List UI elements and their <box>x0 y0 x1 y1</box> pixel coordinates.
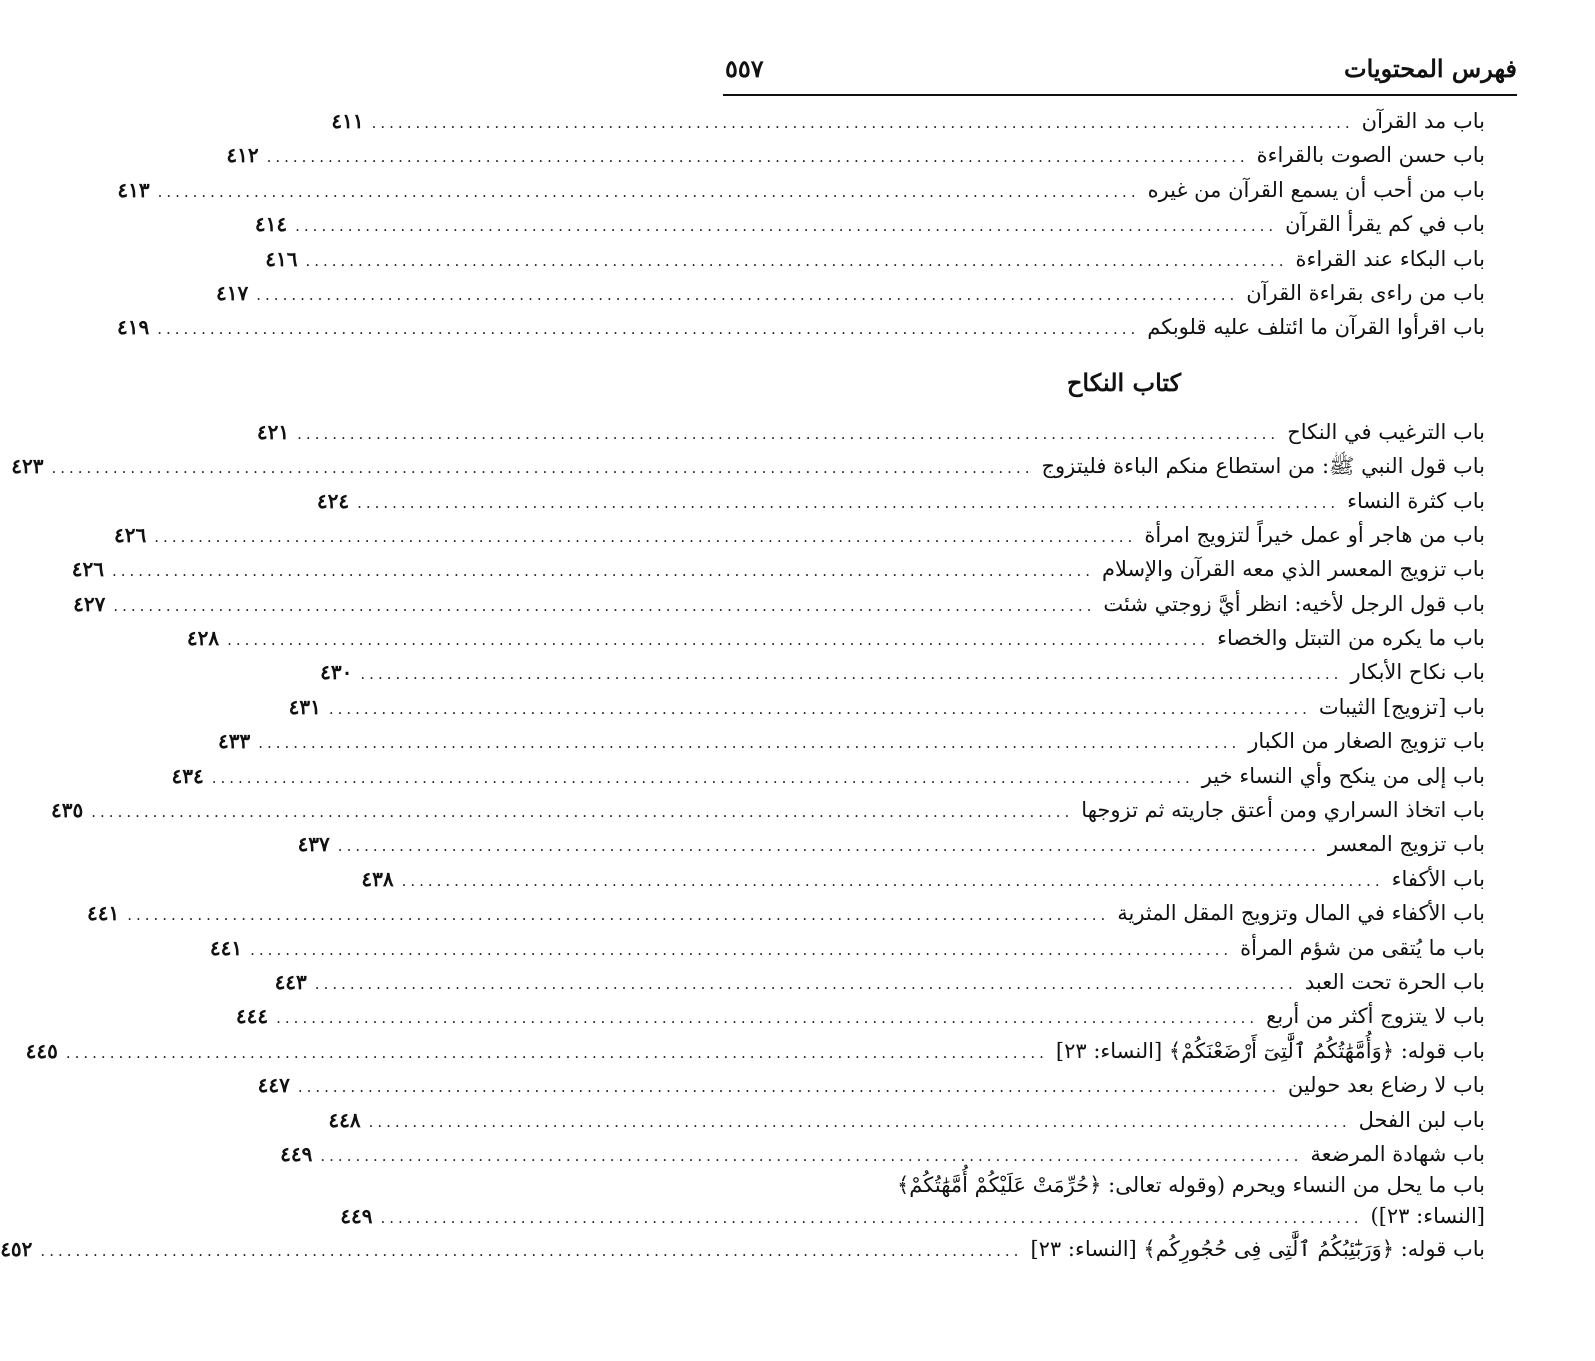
toc-entry-title: باب قول الرجل لأخيه: انظر أيَّ زوجتي شئت <box>1103 591 1485 616</box>
dot-leader: ................................................................................................................ <box>357 493 1340 512</box>
toc-entry-page: ٤٢٨ <box>186 626 220 651</box>
toc-entry-page: ٤٣٣ <box>217 729 251 754</box>
toc-entry-title: باب من هاجر أو عمل خيراً لتزويج امرأة <box>1144 522 1485 547</box>
toc-entry-title: باب تزويج الصغار من الكبار <box>1248 729 1485 754</box>
header-page-number: ٥٥٧ <box>725 54 764 83</box>
dot-leader: ................................................................................................................ <box>380 1209 1363 1228</box>
toc-row <box>274 965 1485 999</box>
toc-entry-page: ٤٤٤ <box>235 1004 269 1029</box>
toc-entry-page: ٤٢٧ <box>73 591 106 616</box>
table-of-contents <box>0 104 1485 1267</box>
toc-entry-title: باب تزويج المعسر <box>1327 832 1485 857</box>
toc-row <box>316 484 1485 518</box>
toc-entry-page: ٤١٩ <box>117 315 150 340</box>
toc-entry-title: باب تزويج المعسر الذي معه القرآن والإسلام <box>1102 557 1485 582</box>
toc-row <box>11 449 1485 483</box>
toc-entry-title: باب إلى من ينكح وأي النساء خير <box>1201 763 1485 788</box>
dot-leader: ................................................................................................................ <box>295 217 1278 236</box>
dot-leader: ................................................................................................................ <box>360 665 1343 684</box>
toc-entry-page: ٤٣٨ <box>361 866 394 891</box>
toc-row <box>71 552 1485 586</box>
toc-row <box>216 276 1485 310</box>
toc-row <box>117 173 1485 207</box>
toc-row <box>280 1137 1485 1171</box>
dot-leader: ................................................................................................................ <box>371 114 1354 132</box>
dot-leader: ................................................................................................................ <box>51 459 1034 478</box>
toc-entry-page: ٤١٦ <box>265 246 298 271</box>
dot-leader: ................................................................................................................ <box>297 424 1280 443</box>
toc-entry-title: باب من أحب أن يسمع القرآن من غيره <box>1147 177 1485 202</box>
dot-leader: ................................................................................................................ <box>368 1112 1351 1131</box>
toc-entry-title: باب البكاء عند القراءة <box>1295 246 1485 271</box>
toc-entry-page: ٤٤٥ <box>25 1038 58 1063</box>
toc-row <box>288 690 1485 724</box>
toc-entry-page: ٤٤٣ <box>274 969 307 994</box>
toc-entry-page: ٤٣٠ <box>320 660 353 685</box>
toc-entry-page: ٤٤٧ <box>257 1073 290 1098</box>
toc-row <box>51 793 1485 827</box>
toc-row <box>320 655 1485 689</box>
toc-entry-page: ٤٤٨ <box>328 1107 361 1132</box>
toc-entry-title: باب [تزويج] الثيبات <box>1318 694 1485 719</box>
toc-entry-page: ٤١٧ <box>216 280 249 305</box>
dot-leader: ................................................................................................................ <box>401 871 1384 890</box>
toc-entry-page: ٤٣٤ <box>171 763 204 788</box>
dot-leader: ................................................................................................................ <box>40 1242 1023 1261</box>
toc-entry-title: باب اقرأوا القرآن ما ائتلف عليه قلوبكم <box>1147 315 1485 340</box>
toc-row <box>361 862 1485 896</box>
toc-entry-title: باب الترغيب في النكاح <box>1287 419 1485 444</box>
toc-row <box>171 759 1485 793</box>
dot-leader: ................................................................................................................ <box>113 596 1096 615</box>
dot-leader: ................................................................................................................ <box>157 182 1140 201</box>
toc-entry-title: باب ما يُتقى من شؤم المرأة <box>1240 935 1485 960</box>
toc-row <box>265 242 1485 276</box>
dot-leader: ................................................................................................................ <box>314 974 1297 993</box>
toc-entry-title: باب الأكفاء في المال وتزويج المقل المثرية <box>1117 901 1485 926</box>
toc-entry-title: باب حسن الصوت بالقراءة <box>1256 143 1485 168</box>
toc-entry-title: باب اتخاذ السراري ومن أعتق جاريته ثم تزوجها <box>1081 798 1485 823</box>
toc-entry-title: باب ما يكره من التبتل والخصاء <box>1217 626 1485 651</box>
toc-entry-page: ٤٣١ <box>288 694 321 719</box>
toc-entry-title: باب قول النبي ﷺ: من استطاع منكم الباءة فليتزوج <box>1041 454 1485 479</box>
toc-row <box>217 724 1485 758</box>
toc-entry-title: باب الأكفاء <box>1391 866 1485 891</box>
toc-entry-title: باب لبن الفحل <box>1358 1107 1485 1132</box>
dot-leader: ................................................................................................................ <box>157 320 1140 339</box>
dot-leader: ................................................................................................................ <box>111 562 1095 581</box>
toc-entry-title: باب نكاح الأبكار <box>1350 660 1485 685</box>
section-title: كتاب النكاح <box>1066 367 1182 397</box>
toc-entry-page: ٤٤٩ <box>280 1141 313 1166</box>
toc-entry-page: ٤٤٩ <box>340 1204 373 1229</box>
toc-row <box>256 415 1485 449</box>
toc-row <box>257 1068 1485 1102</box>
toc-entry-title: باب مد القرآن <box>1361 109 1485 133</box>
toc-row <box>73 587 1485 621</box>
toc-entry-title: باب الحرة تحت العبد <box>1304 969 1485 994</box>
dot-leader: ................................................................................................................ <box>276 1009 1259 1028</box>
toc-entry-title: باب من راءى بقراءة القرآن <box>1246 280 1485 305</box>
dot-leader: ................................................................................................................ <box>266 148 1249 167</box>
toc-row <box>340 1200 1485 1232</box>
toc-entry-page: ٤١٣ <box>117 177 150 202</box>
toc-entry-title-line1: باب ما يحل من النساء ويحرم (وقوله تعالى: ﴿حُرِّمَتْ عَلَيْكُمْ أُمَّهَٰتُكُمْ﴾ <box>897 1173 1485 1198</box>
dot-leader: ................................................................................................................ <box>154 527 1137 546</box>
toc-row <box>0 1232 1485 1266</box>
page-header <box>725 50 1517 90</box>
toc-entry-title: باب شهادة المرضعة <box>1310 1141 1485 1166</box>
dot-leader: ................................................................................................................ <box>227 631 1210 650</box>
toc-entry-title: باب قوله: ﴿وَرَبَٰٓئِبُكُمُ ٱلَّٰتِى فِى حُجُورِكُم﴾ [النساء: ٢٣] <box>1030 1237 1485 1262</box>
toc-row <box>117 310 1485 344</box>
dot-leader: ................................................................................................................ <box>91 803 1074 822</box>
dot-leader: ................................................................................................................ <box>211 768 1194 787</box>
dot-leader: ................................................................................................................ <box>250 940 1233 959</box>
toc-entry-page: ٤٣٥ <box>51 798 84 823</box>
toc-entry-page: ٤٢١ <box>256 419 290 444</box>
toc-row <box>209 931 1485 965</box>
toc-entry-page: ٤٢٤ <box>316 488 350 513</box>
dot-leader: ................................................................................................................ <box>328 699 1311 718</box>
header-rule <box>723 94 1517 96</box>
toc-row <box>235 999 1485 1033</box>
toc-entry-page: ٤١٤ <box>254 212 288 237</box>
toc-entry-title: باب لا يتزوج أكثر من أربع <box>1266 1004 1485 1029</box>
toc-entry-page: ٤٢٦ <box>114 522 147 547</box>
toc-entry-page: ٤٢٣ <box>11 454 44 479</box>
toc-entry-page: ٤٤١ <box>86 901 120 926</box>
toc-entry-page: ٤٤١ <box>209 935 243 960</box>
dot-leader: ................................................................................................................ <box>305 251 1288 270</box>
toc-entry-page: ٤٣٧ <box>297 832 330 857</box>
toc-row <box>186 621 1485 655</box>
toc-entry-title: باب لا رضاع بعد حولين <box>1287 1073 1485 1098</box>
toc-row <box>25 1034 1485 1068</box>
dot-leader: ................................................................................................................ <box>297 1078 1280 1097</box>
toc-row <box>331 104 1485 138</box>
toc-row <box>114 518 1485 552</box>
toc-entry-page: ٤١١ <box>331 109 364 133</box>
dot-leader: ................................................................................................................ <box>258 734 1241 753</box>
header-title: فهرس المحتويات <box>1343 54 1517 83</box>
dot-leader: ................................................................................................................ <box>337 837 1320 856</box>
toc-entry-page: ٤١٢ <box>226 143 259 168</box>
dot-leader: ................................................................................................................ <box>65 1043 1048 1062</box>
toc-row <box>297 827 1485 861</box>
toc-row <box>328 1103 1485 1137</box>
dot-leader: ................................................................................................................ <box>256 285 1239 304</box>
dot-leader: ................................................................................................................ <box>320 1146 1303 1165</box>
dot-leader: ................................................................................................................ <box>127 906 1110 925</box>
toc-entry-title-line2: [النساء: ٢٣]) <box>1370 1204 1485 1229</box>
toc-entry-title: باب قوله: ﴿وَأُمَّهَٰتُكُمُ ٱلَّٰتِىٓ أَرْضَعْنَكُمْ﴾ [النساء: ٢٣] <box>1055 1038 1485 1063</box>
toc-entry-page: ٤٢٦ <box>71 557 104 582</box>
toc-row <box>226 138 1485 172</box>
toc-entry-page: ٤٥٢ <box>0 1237 33 1262</box>
toc-entry-title: باب كثرة النساء <box>1347 488 1485 513</box>
toc-row <box>254 207 1485 241</box>
toc-entry-title: باب في كم يقرأ القرآن <box>1285 212 1485 237</box>
toc-row <box>86 896 1485 930</box>
